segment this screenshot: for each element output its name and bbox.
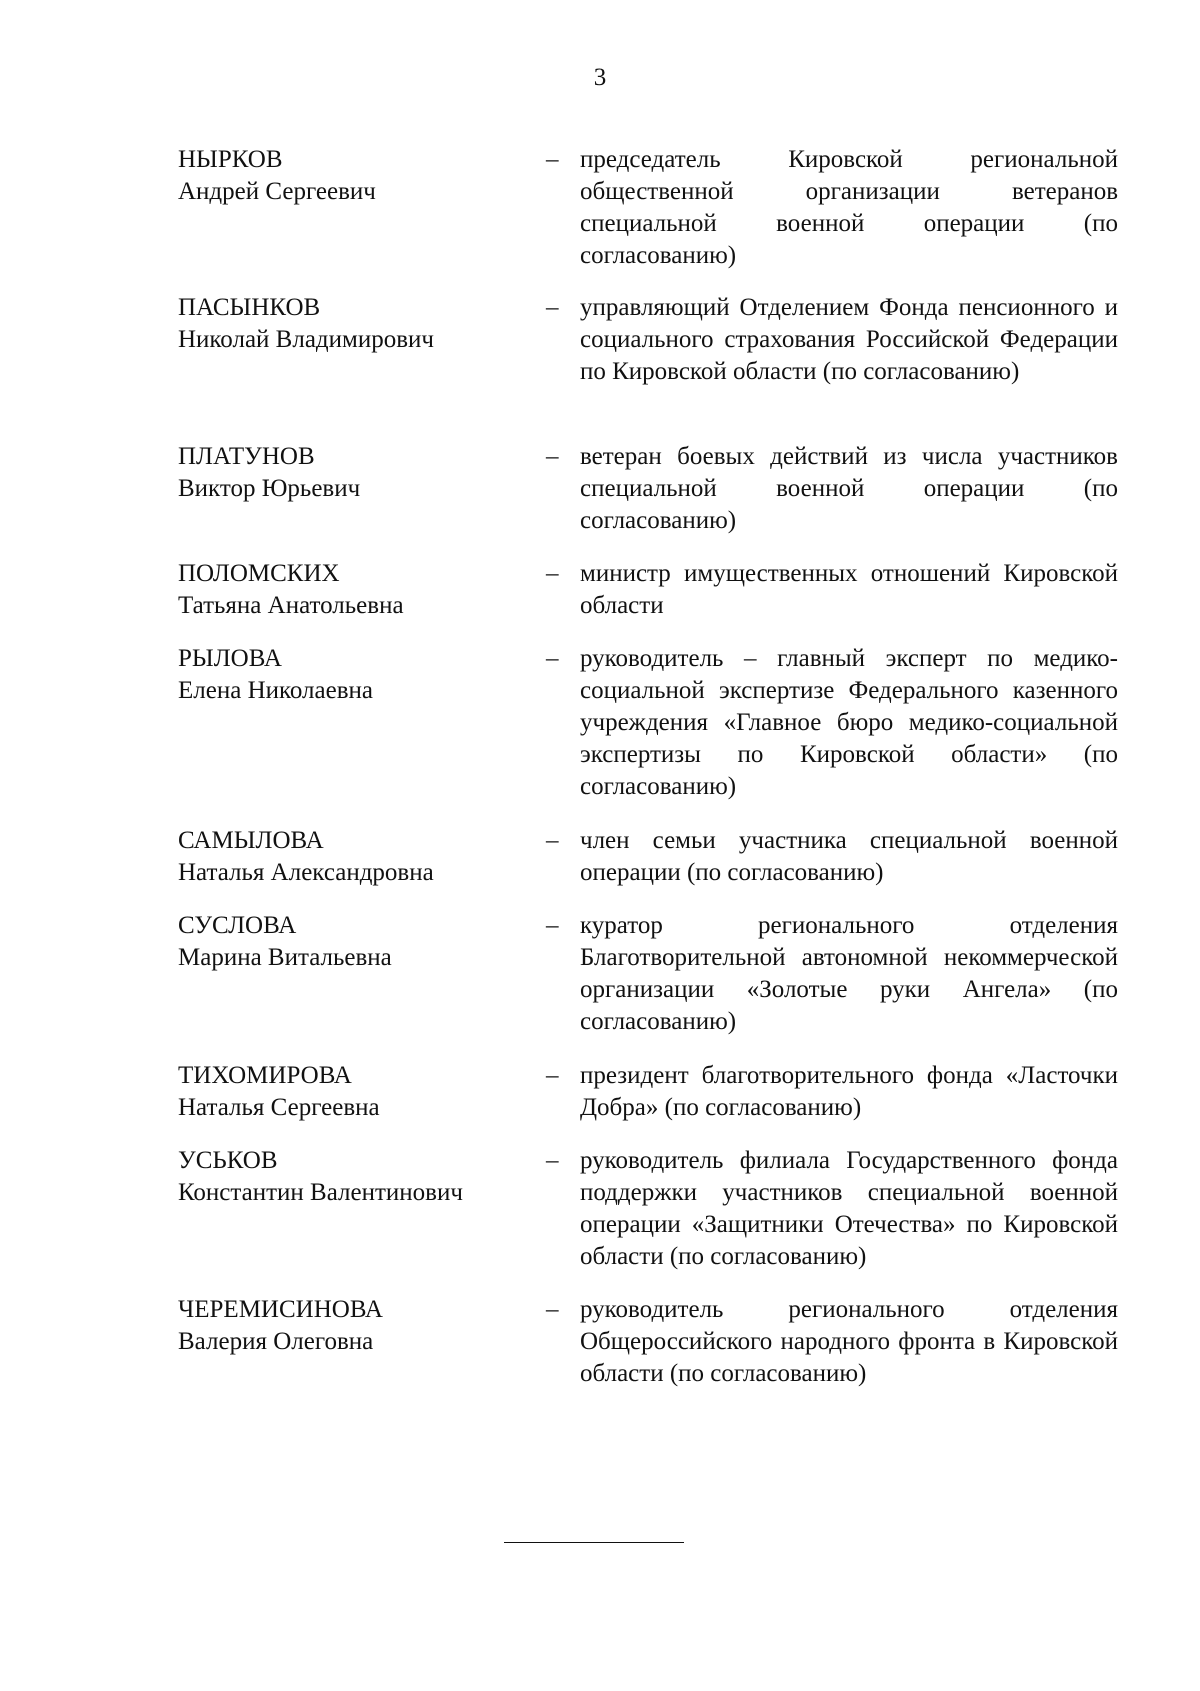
dash-separator: – — [546, 294, 559, 321]
member-surname: ПАСЫНКОВ — [178, 294, 321, 321]
member-fullname — [178, 144, 518, 208]
member-surname: ПОЛОМСКИХ — [178, 560, 340, 587]
member-surname: ПЛАТУНОВ — [178, 443, 315, 470]
member-given-names: Наталья Александровна — [178, 859, 434, 886]
member-position: руководитель филиала Государственного фонда поддержки участников специальной военной операции «Защитники Отечества» по Кировской области (по согласованию) — [580, 1147, 1118, 1270]
dash-separator: – — [546, 645, 559, 672]
dash-separator: – — [546, 1147, 559, 1174]
member-entry — [0, 1145, 1200, 1270]
dash-separator: – — [546, 443, 559, 470]
member-position: управляющий Отделением Фонда пенсионного и социального страхования Российской Федерации по Кировской области (по согласованию) — [580, 294, 1118, 385]
member-fullname — [178, 1060, 518, 1124]
member-position: ветеран боевых действий из числа участников специальной военной операции (по согласованию) — [580, 443, 1118, 534]
member-position: председатель Кировской региональной общественной организации ветеранов специальной военной операции (по согласованию) — [580, 146, 1118, 269]
member-given-names: Татьяна Анатольевна — [178, 592, 404, 619]
member-position: министр имущественных отношений Кировской области — [580, 560, 1118, 619]
member-surname: НЫРКОВ — [178, 146, 283, 173]
page-number: 3 — [593, 64, 607, 91]
member-given-names: Елена Николаевна — [178, 677, 373, 704]
member-given-names: Наталья Сергеевна — [178, 1094, 380, 1121]
member-surname: УСЬКОВ — [178, 1147, 278, 1174]
dash-separator: – — [546, 827, 559, 854]
member-fullname — [178, 1294, 518, 1358]
dash-separator: – — [546, 146, 559, 173]
end-of-list-rule — [504, 1542, 684, 1543]
member-position: руководитель регионального отделения Общероссийского народного фронта в Кировской области (по согласованию) — [580, 1296, 1118, 1387]
member-entry — [0, 1060, 1200, 1121]
member-entry — [0, 1294, 1200, 1387]
member-surname: САМЫЛОВА — [178, 827, 324, 854]
member-given-names: Константин Валентинович — [178, 1179, 463, 1206]
member-entry — [0, 441, 1200, 534]
member-fullname — [178, 1145, 518, 1209]
member-entry — [0, 825, 1200, 886]
dash-separator: – — [546, 912, 559, 939]
member-fullname — [178, 910, 518, 974]
member-position: руководитель – главный эксперт по медико-социальной экспертизе Федерального казенного учреждения «Главное бюро медико-социальной экспертизы по Кировской области» (по согласованию) — [580, 645, 1118, 800]
member-given-names: Андрей Сергеевич — [178, 178, 376, 205]
member-fullname — [178, 292, 518, 356]
member-surname: ТИХОМИРОВА — [178, 1062, 352, 1089]
member-fullname — [178, 825, 518, 889]
dash-separator: – — [546, 1296, 559, 1323]
member-fullname — [178, 558, 518, 622]
member-entry — [0, 643, 1200, 800]
member-position: президент благотворительного фонда «Ласточки Добра» (по согласованию) — [580, 1062, 1118, 1121]
member-given-names: Николай Владимирович — [178, 326, 434, 353]
member-position: член семьи участника специальной военной операции (по согласованию) — [580, 827, 1118, 886]
dash-separator: – — [546, 1062, 559, 1089]
member-given-names: Виктор Юрьевич — [178, 475, 361, 502]
member-entry — [0, 558, 1200, 619]
member-entry — [0, 910, 1200, 1035]
member-fullname — [178, 643, 518, 707]
dash-separator: – — [546, 560, 559, 587]
member-given-names: Марина Витальевна — [178, 944, 392, 971]
member-surname: РЫЛОВА — [178, 645, 282, 672]
member-entry — [0, 144, 1200, 269]
member-fullname — [178, 441, 518, 505]
member-position: куратор регионального отделения Благотворительной автономной некоммерческой организации «Золотые руки Ангела» (по согласованию) — [580, 912, 1118, 1035]
member-surname: СУСЛОВА — [178, 912, 297, 939]
member-given-names: Валерия Олеговна — [178, 1328, 374, 1355]
member-surname: ЧЕРЕМИСИНОВА — [178, 1296, 383, 1323]
member-entry — [0, 292, 1200, 385]
